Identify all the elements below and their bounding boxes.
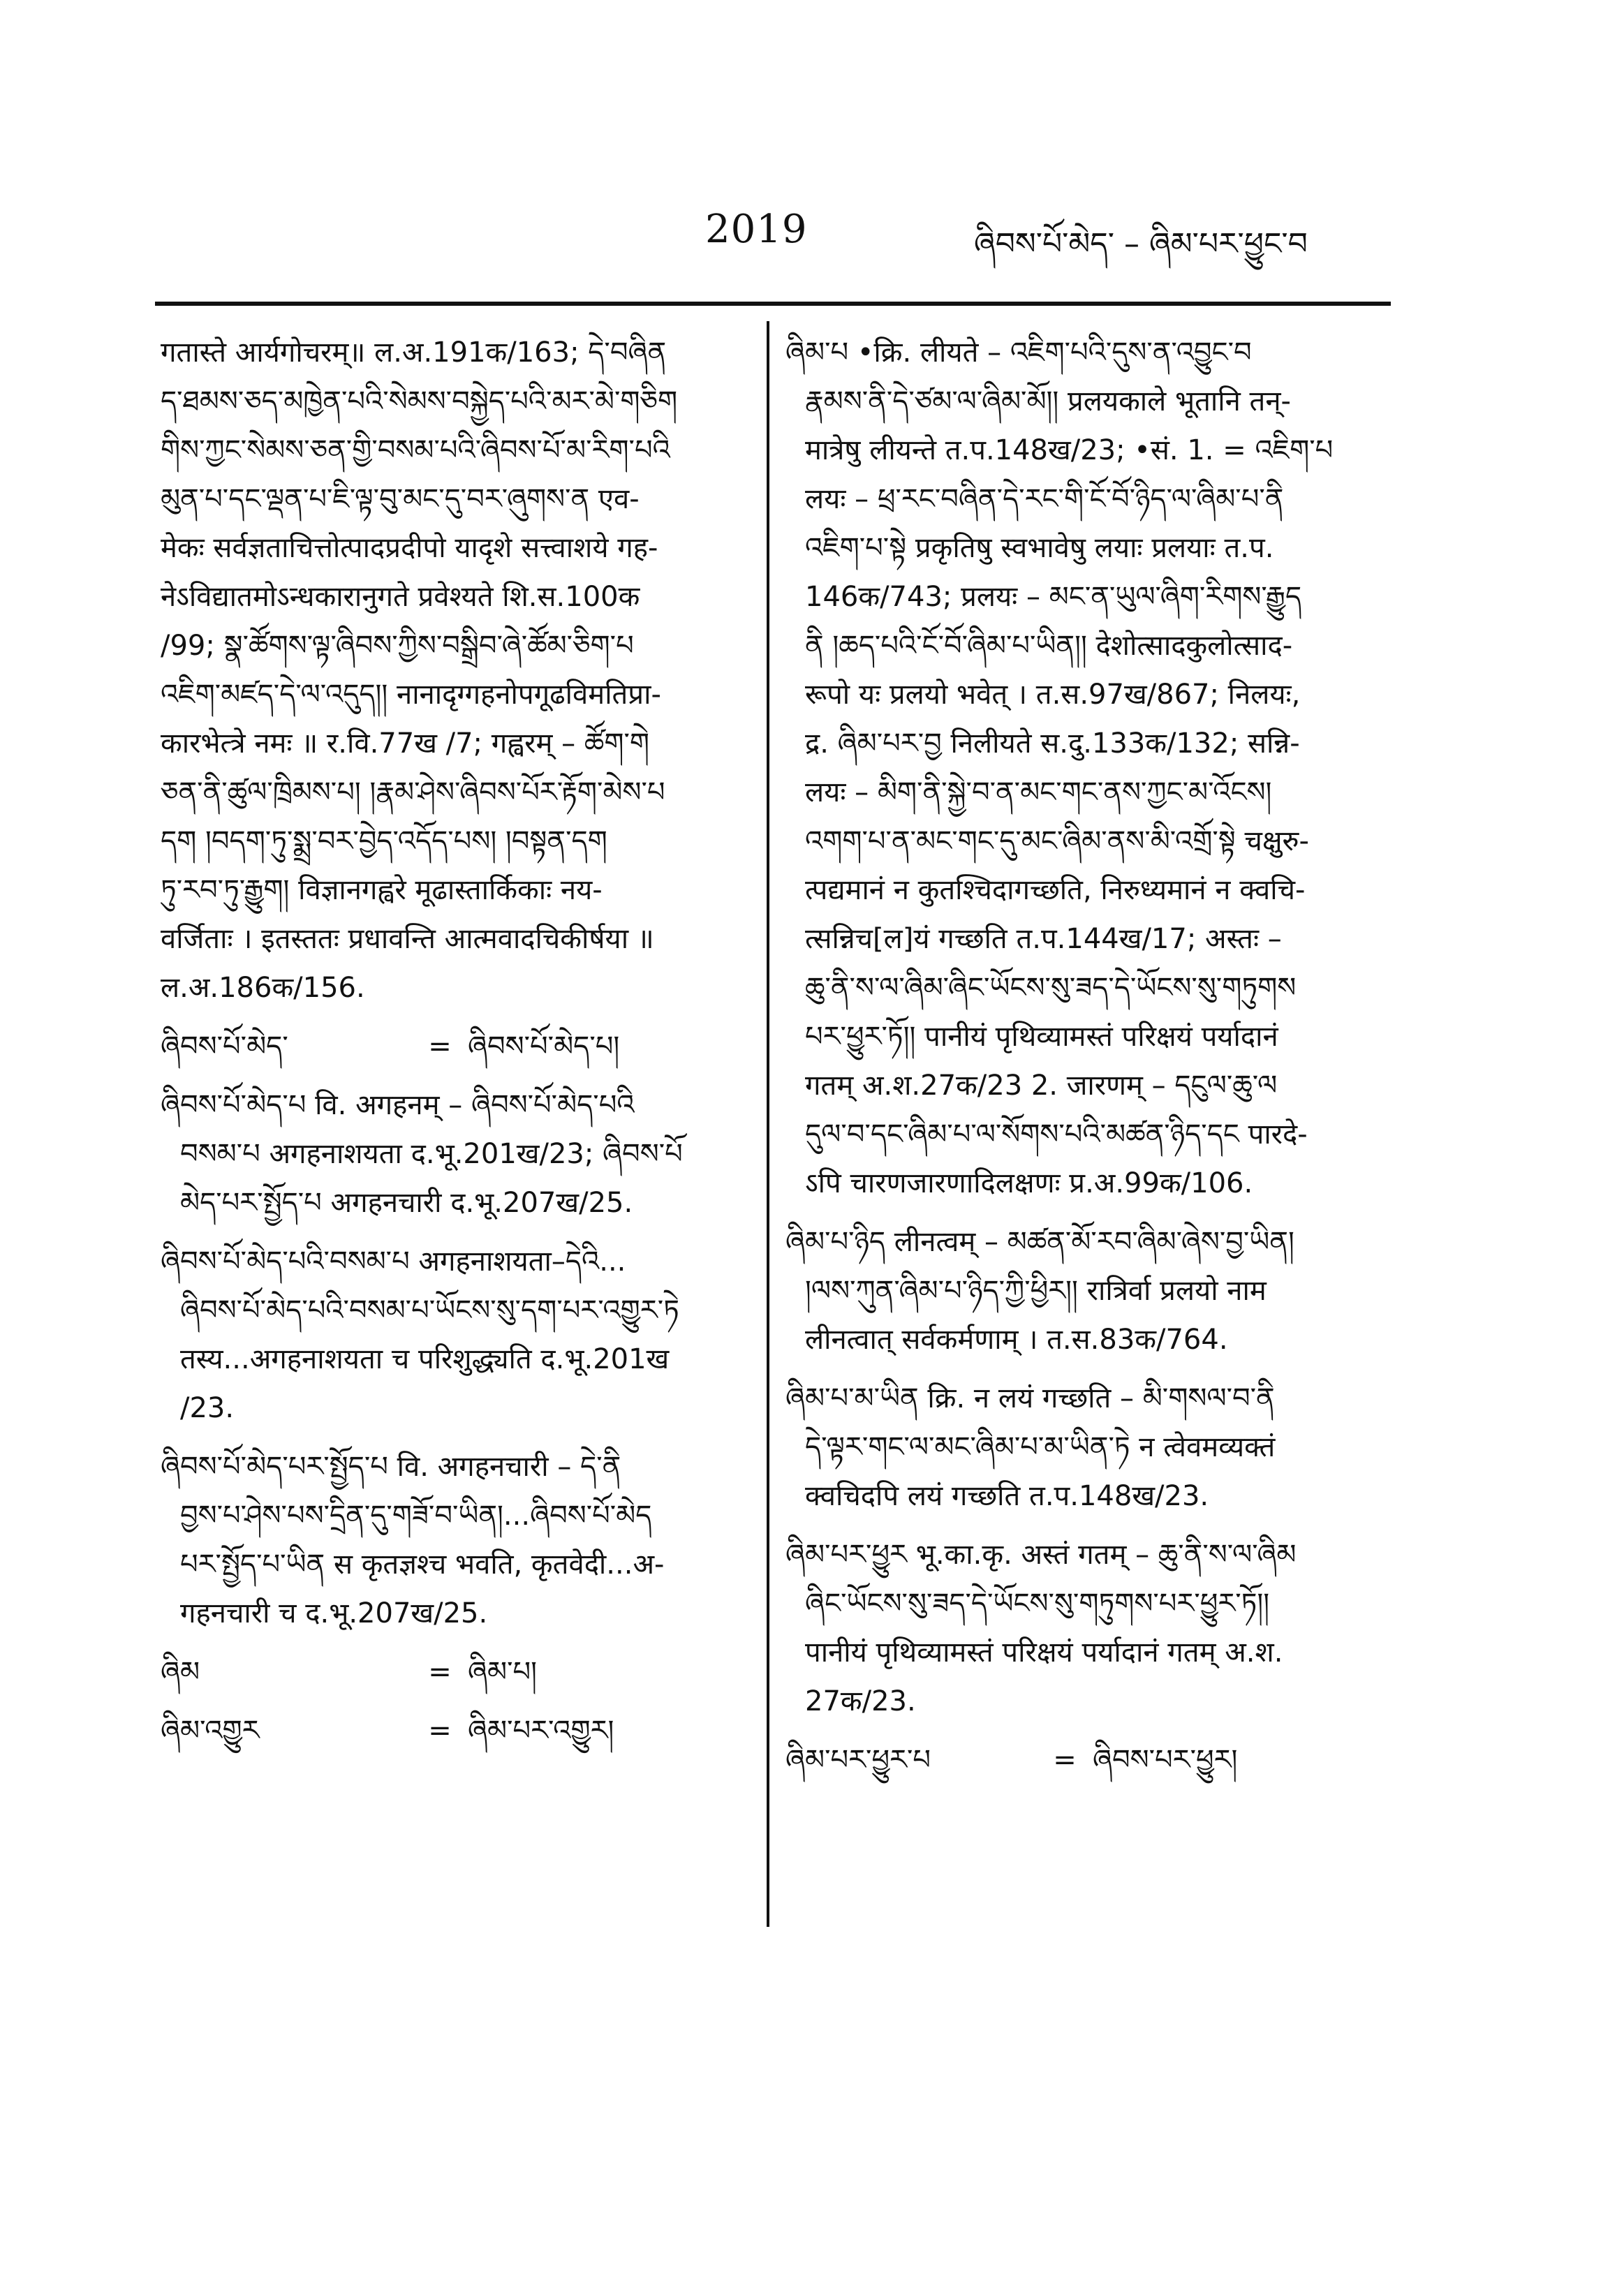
cross-reference: ཞིམ་པ། [468,1656,537,1688]
entry-line: ཞིབས་པོ་མེད་པར་སྤྱོད་པ वि. अगहनचारी – དེ་ནི [161,1451,621,1483]
text-line: ल.अ.186क/156. [161,972,365,1004]
dictionary-entry [785,328,1393,1208]
entry-line: लयः – མིག་ནི་སྐྱེ་བ་ན་མང་གང་ནས་ཀྱང་མ་འོངས། [805,776,1272,808]
entry-line: त्सन्निच[ल]यं गच्छति त.प.144ख/17; अस्तः – [805,923,1282,955]
page-number: 2019 [705,207,808,252]
entry-line: ཞིབས་པོ་མེད་པའི་བསམ་པ अगहनाशयता–དེའི... [161,1245,626,1278]
text-line: गतास्ते आर्यगोचरम्॥ ल.अ.191क/163; དེ་བཞིན [161,337,667,369]
equals-sign: = [428,1715,452,1747]
cross-reference: ཞིམ་པར་འགྱུར། [468,1715,614,1747]
entry-line: ཞིམ་པར་ཕྱུར भू.का.कृ. अस्तं गतम् – ཆུ་ནི་ས་ལ་ཞིམ [785,1539,1297,1571]
right-column [785,328,1393,1794]
entry-line: ནི །ཆད་པའི་ངོ་བོ་ཞིམ་པ་ཡིན།། देशोत्सादकुलोत्साद- [805,630,1293,662]
entry-line: པར་སྤྱོད་པ་ཡིན स कृतज्ञश्च भवति, कृतवेदी...अ- [180,1548,665,1581]
entry-line: ཞིབས་པོ་མེད་པ वि. अगहनम् – ཞིབས་པོ་མེད་པའི [161,1089,635,1121]
entry-line: ཞིམ་པ •क्रि. लीयते – འཇིག་པའི་དུས་ན་འབྱུང་བ [785,337,1252,369]
headword: ཞིམ་འགྱུར [161,1715,260,1747]
text-line: ད་ཐམས་ཅད་མཁྱེན་པའི་སེམས་བསྐྱེད་པའི་མར་མེ་གཅིག [161,385,678,417]
text-line: དག །བདག་ཏུ་སྨྲ་བར་བྱེད་འདོད་པས། །བསྟན་དག [161,825,607,857]
entry-line: དུལ་བ་དང་ཞིམ་པ་ལ་སོགས་པའི་མཚན་ཉིད་དང पारदे- [805,1118,1308,1151]
cross-ref-entry [161,1706,747,1755]
text-line: གིས་ཀྱང་སེམས་ཅན་གྱི་བསམ་པའི་ཞིབས་པོ་མ་རིག་པའི [161,434,670,466]
entry-line: །ལས་ཀུན་ཞིམ་པ་ཉིད་ཀྱི་ཕྱིར།། रात्रिर्वा प्रलयो नाम [805,1275,1267,1307]
entry-line: ཞིམ་པ་ཉིད लीनत्वम् – མཚན་མོ་རབ་ཞིམ་ཞེས་བྱ་ཡིན། [785,1226,1294,1258]
cross-ref-entry [785,1736,1393,1784]
entry-line: लयः – ཕྲ་རང་བཞིན་དེ་རང་གི་ངོ་བོ་ཉིད་ལ་ཞིམ་པ་ནི [805,483,1284,515]
entry-line: मात्रेषु लीयन्ते त.प.148ख/23; •सं. 1. = འཇིག་པ [805,434,1334,466]
equals-sign: = [1053,1744,1077,1776]
entry-line: ऽपि चारणजारणादिलक्षणः प्र.अ.99क/106. [805,1167,1253,1199]
entry-line: མེད་པར་སྤྱོད་པ अगहनचारी द.भू.207ख/25. [180,1187,633,1219]
entry-line: /23. [180,1392,235,1424]
cross-reference: ཞིབས་པོ་མེད་པ། [468,1030,620,1063]
entry-line: དེ་ལྟར་གང་ལ་མང་ཞིམ་པ་མ་ཡིན་ཏེ न त्वेवमव्यक्तं [805,1431,1276,1463]
entry-line: गतम् अ.श.27क/23 2. जारणम् – དངུལ་ཆུ་ལ [805,1070,1278,1102]
text-line: མུན་པ་དང་ལྡན་པ་ཇི་ལྟ་བུ་མང་དུ་བར་ཞུགས་ན एव- [161,483,640,515]
text-line: འཇིག་མཛད་དེ་ལ་འདུད།། नानादृग्गहनोपगूढविमतिप्रा- [161,679,661,711]
entry-line: क्वचिदपि लयं गच्छति त.प.148ख/23. [805,1480,1209,1512]
headword: ཞིབས་པོ་མེད་ [161,1030,288,1063]
dictionary-entry [785,1530,1393,1726]
text-line: ཏུ་རབ་ཏུ་རྒྱུག། विज्ञानगह्वरे मूढास्तार्किकाः नय- [161,874,603,906]
text-line: कारभेत्त्रे नमः ॥ र.वि.77ख /7; गह्वरम् – ཚོག་གེ [161,727,650,760]
equals-sign: = [428,1030,452,1063]
text-line: मेकः सर्वज्ञताचित्तोत्पादप्रदीपो यादृशे सत्त्वाशये गह- [161,532,658,564]
entry-line: ཞིམ་པ་མ་ཡིན क्रि. न लयं गच्छति – མི་གསལ་བ་ནི [785,1382,1275,1414]
entry-line: འགག་པ་ན་མང་གང་དུ་མང་ཞིམ་ནས་མི་འགྲོ་སྟེ चक्षुरु- [805,825,1309,857]
text-line: ཅན་ནི་ཚུལ་ཁྲིམས་པ། །རྣམ་ཤེས་ཞིབས་པོར་རྟོག་མེས་པ [161,776,665,808]
headword: ཞིམ་པར་ཕྱུར་པ [785,1744,931,1776]
entry-line: पानीयं पृथिव्यामस्तं परिक्षयं पर्यादानं गतम् अ.श. [805,1636,1283,1669]
dictionary-entry [785,1374,1393,1521]
text-line: वर्जिताः । इतस्ततः प्रधावन्ति आत्मवादचिकीर्षया ॥ [161,923,654,955]
dictionary-entry [161,1237,747,1433]
entry-line: བསམ་པ अगहनाशयता द.भू.201ख/23; ཞིབས་པོ [180,1138,683,1170]
entry-line: रूपो यः प्रलयो भवेत् । त.स.97ख/867; निलयः, [805,679,1301,711]
entry-line: བྱས་པ་ཤེས་པས་དྲིན་དུ་གཟོ་བ་ཡིན།...ཞིབས་པོ་མེད [180,1500,652,1532]
running-head: ཞིབས་པོ་མེད་ – ཞིམ་པར་ཕྱུང་བ [974,226,1308,262]
dictionary-entry [161,1442,747,1638]
entry-line: པར་ཕྱུར་ཏོ།། पानीयं पृथिव्यामस्तं परिक्षयं पर्यादानं [805,1021,1278,1053]
entry-line: तस्य...अगहनाशयता च परिशुद्ध्यति द.भू.201ख [180,1343,670,1375]
text-line: /99; སྣ་ཚོགས་ལྟ་ཞིབས་ཀྱིས་བསྒྲིབ་ཞེ་ཚོམ་ཅིག་པ [161,630,634,662]
equals-sign: = [428,1656,452,1688]
entry-line: 27क/23. [805,1685,916,1717]
dictionary-entry [161,1081,747,1227]
entry-line: ཞིབས་པོ་མེད་པའི་བསམ་པ་ཡོངས་སུ་དག་པར་འགྱུར་ཏེ [180,1294,679,1326]
entry-line: ཆུ་ནི་ས་ལ་ཞིམ་ཞིང་ཡོངས་སུ་ཟད་དེ་ཡོངས་སུ་གཏུགས [805,972,1297,1004]
header-rule [155,302,1391,306]
cross-ref-entry [161,1648,747,1696]
continued-entry [161,328,747,1012]
text-line: नेऽविद्यातमोऽन्धकारानुगते प्रवेश्यते शि.स.100क [161,581,640,613]
entry-line: लीनत्वात् सर्वकर्मणाम् । त.स.83क/764. [805,1324,1228,1356]
cross-reference: ཞིབས་པར་ཕྱུར། [1093,1744,1238,1776]
headword: ཞིམ [161,1656,200,1688]
entry-line: འཇིག་པ་སྟེ प्रकृतिषु स्वभावेषु लयाः प्रलयाः त.प. [805,532,1274,564]
entry-line: द्र. ཞིམ་པར་བྱ निलीयते स.दु.133क/132; सन्नि- [805,727,1300,760]
entry-line: 146क/743; प्रलयः – མང་ན་ཡུལ་ཞིག་རིགས་རྒྱུད [805,581,1302,613]
entry-line: गहनचारी च द.भू.207ख/25. [180,1597,488,1629]
entry-line: ཞིང་ཡོངས་སུ་ཟད་དེ་ཡོངས་སུ་གཏུགས་པར་ཕྱུར་ཏོ།། [805,1588,1270,1620]
dictionary-entry [785,1218,1393,1364]
entry-line: རྣམས་ནི་དེ་ཙམ་ལ་ཞིམ་མོ།། प्रलयकाले भूतानि तन्- [805,385,1291,417]
cross-ref-entry [161,1022,747,1071]
left-column [161,328,747,1765]
entry-line: त्पद्यमानं न कुतश्चिदागच्छति, निरुध्यमानं न क्वचि- [805,874,1306,906]
column-divider [767,321,769,1927]
